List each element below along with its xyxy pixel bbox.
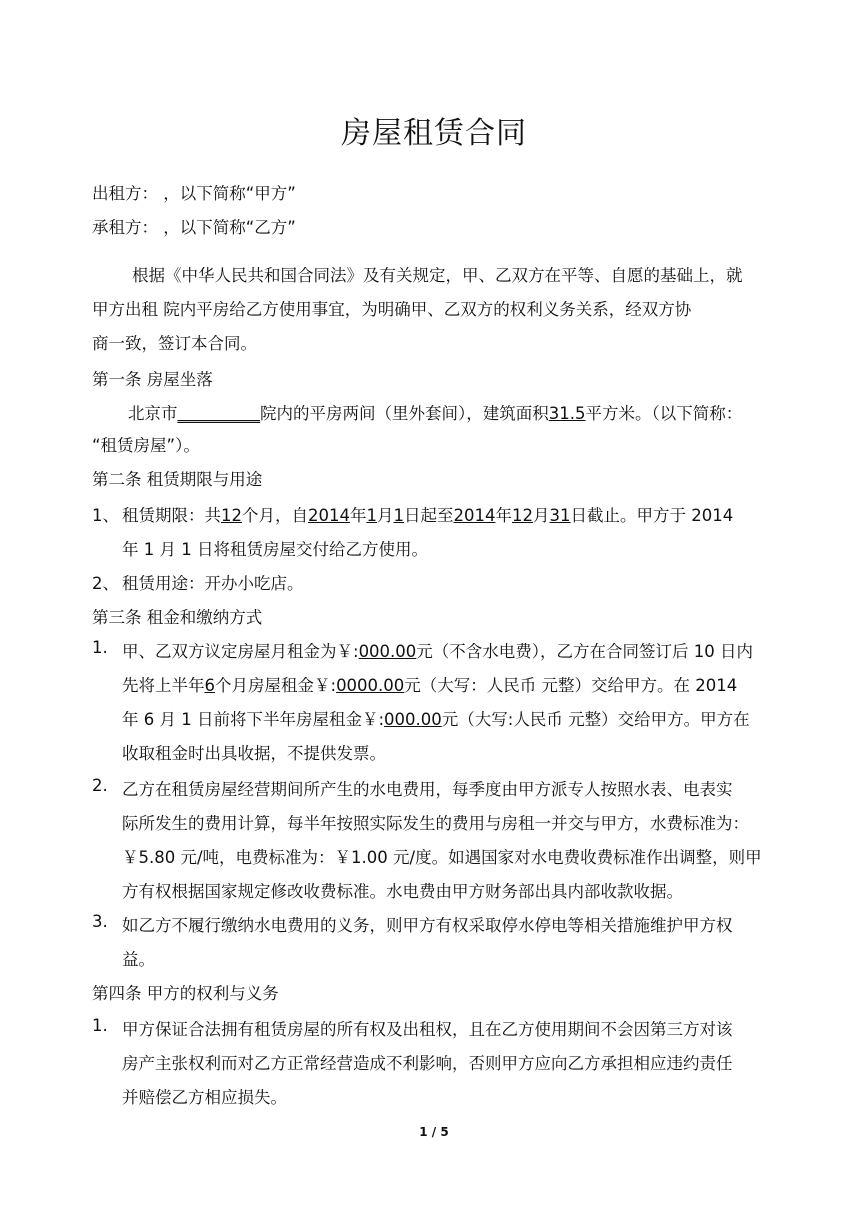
text-span: 年 [495, 506, 512, 525]
item-number: 1、 [92, 506, 119, 525]
article-3-item-2-line-2: 际所发生的费用计算，每半年按照实际发生的费用与房租一并交与甲方，水费标准为： [122, 814, 749, 833]
lessor-line: 出租方： ，以下简称“甲方” [92, 184, 296, 203]
article-1-line-1 [128, 400, 742, 424]
article-2-heading: 第二条 租赁期限与用途 [92, 470, 263, 489]
text-span: 甲、乙双方议定房屋月租金为￥: [122, 642, 359, 661]
preamble-line-1: 根据《中华人民共和国合同法》及有关规定，甲、乙双方在平等、自愿的基础上，就 [132, 266, 743, 285]
text-span: 平方米。（以下简称： [585, 404, 743, 423]
end-month: 12 [512, 506, 533, 525]
article-3-item-3-line-2: 益。 [122, 950, 155, 969]
text-span: 个月房屋租金￥: [215, 676, 337, 695]
text-span: 元（大写:人民币 元整）交给甲方。甲方在 [441, 710, 750, 729]
monthly-rent-value: 000.00 [358, 642, 417, 661]
article-2-item-2: 租赁用途：开办小吃店。 [122, 574, 304, 593]
text-span: 月 [377, 506, 394, 525]
article-3-item-2-line-4: 方有权根据国家规定修改收费标准。水电费由甲方财务部出具内部收款收据。 [122, 882, 683, 901]
blank-field: __________ [177, 404, 260, 423]
item-number: 2、 [92, 574, 119, 593]
article-1-heading: 第一条 房屋坐落 [92, 370, 213, 389]
item-number: 1. [92, 1016, 108, 1035]
article-1-line-2: “租赁房屋”）。 [92, 436, 200, 455]
item-number: 2. [92, 776, 108, 795]
text-span: 元（大写：人民币 元整）交给甲方。在 2014 [404, 676, 738, 695]
document-title: 房屋租赁合同 [341, 116, 527, 151]
lessee-line: 承租方： ，以下简称“乙方” [92, 218, 296, 237]
text-span: 租赁期限：共 [122, 506, 221, 525]
half-year-rent-value: 0000.00 [336, 676, 405, 695]
text-span: 日截止。甲方于 2014 [570, 506, 734, 525]
text-span: 先将上半年 [122, 676, 205, 695]
article-4-heading: 第四条 甲方的权利与义务 [92, 984, 279, 1003]
article-2-item-1-line-1 [122, 502, 733, 526]
second-half-rent-value: 000.00 [384, 710, 442, 729]
text-span: 个月，自 [242, 506, 308, 525]
text-span: 院内的平房两间（里外套间），建筑面积 [260, 404, 549, 423]
text-span: 北京市 [128, 404, 178, 423]
article-3-item-3-line-1: 如乙方不履行缴纳水电费用的义务，则甲方有权采取停水停电等相关措施维护甲方权 [122, 916, 733, 935]
article-3-item-1-line-1 [122, 638, 753, 662]
article-4-item-1-line-2: 房产主张权利而对乙方正常经营造成不利影响，否则甲方应向乙方承担相应违约责任 [122, 1054, 733, 1073]
preamble-line-3: 商一致，签订本合同。 [92, 334, 257, 353]
article-3-item-1-line-3 [122, 706, 750, 730]
area-value: 31.5 [548, 404, 586, 423]
months-value: 12 [221, 506, 242, 525]
article-2-item-1-line-2: 年 1 月 1 日将租赁房屋交付给乙方使用。 [122, 540, 428, 559]
end-day: 31 [549, 506, 571, 525]
preamble-line-2: 甲方出租 院内平房给乙方使用事宜，为明确甲、乙双方的权利义务关系，经双方协 [92, 300, 692, 319]
article-3-item-1-line-4: 收取租金时出具收据，不提供发票。 [122, 744, 386, 763]
text-span: 年 6 月 1 日前将下半年房屋租金￥: [122, 710, 385, 729]
article-4-item-1-line-3: 并赔偿乙方相应损失。 [122, 1088, 287, 1107]
article-3-item-1-line-2 [122, 672, 737, 696]
article-3-item-2-line-3: ￥5.80 元/吨，电费标准为：￥1.00 元/度。如遇国家对水电费收费标准作出调整，则甲 [122, 848, 762, 867]
start-month: 1 [366, 506, 377, 525]
text-span: 月 [533, 506, 550, 525]
article-3-item-2-line-1: 乙方在租赁房屋经营期间所产生的水电费用，每季度由甲方派专人按照水表、电表实 [122, 780, 733, 799]
start-day: 1 [393, 506, 404, 525]
end-year: 2014 [453, 506, 496, 525]
page-number: 1 / 5 [419, 1125, 449, 1139]
article-4-item-1-line-1: 甲方保证合法拥有租赁房屋的所有权及出租权，且在乙方使用期间不会因第三方对该 [122, 1020, 733, 1039]
text-span: 年 [350, 506, 367, 525]
item-number: 1. [92, 638, 108, 657]
text-span: 元（不含水电费），乙方在合同签订后 10 日内 [416, 642, 754, 661]
text-span: 日起至 [404, 506, 454, 525]
item-number: 3. [92, 912, 108, 931]
article-3-heading: 第三条 租金和缴纳方式 [92, 608, 263, 627]
half-year-months: 6 [204, 676, 215, 695]
start-year: 2014 [308, 506, 350, 525]
